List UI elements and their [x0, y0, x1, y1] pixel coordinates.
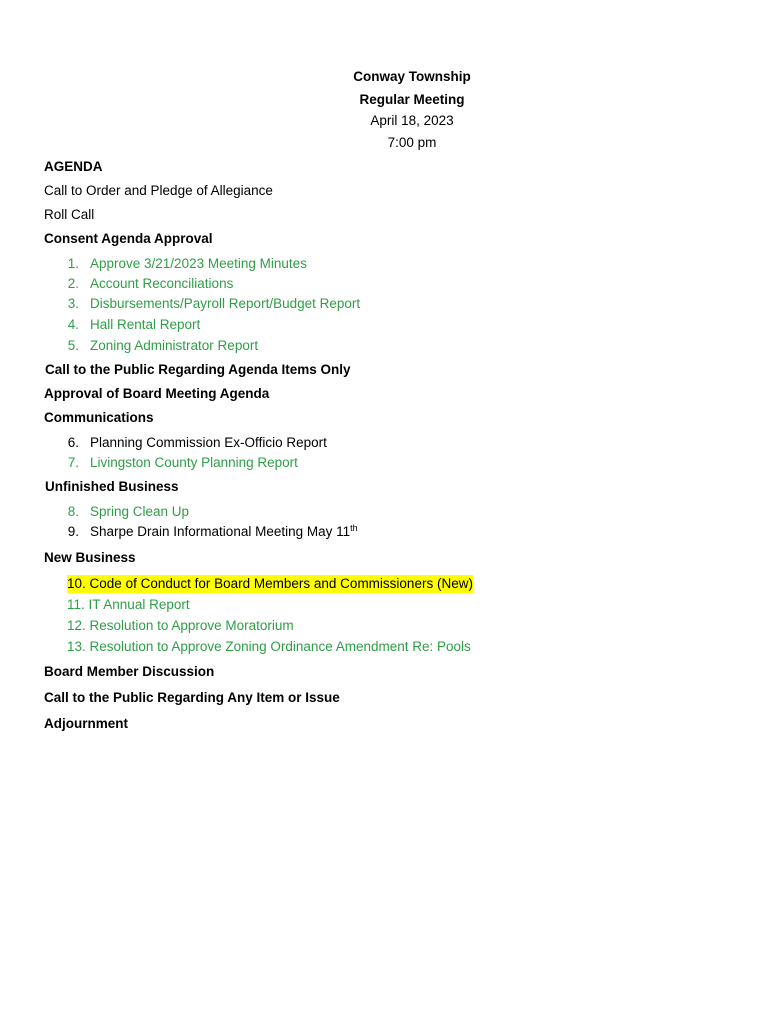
- item-number: 5.: [67, 338, 79, 353]
- public-call-agenda: Call to the Public Regarding Agenda Items Only: [45, 362, 351, 377]
- item-number: 2.: [67, 276, 79, 291]
- consent-agenda-heading: Consent Agenda Approval: [44, 231, 213, 246]
- item-line: [67, 619, 294, 633]
- item-label: Zoning Administrator Report: [90, 338, 259, 353]
- item-number: 6.: [67, 435, 79, 450]
- agenda-heading: AGENDA: [44, 159, 103, 174]
- item-label: Code of Conduct for Board Members and Commissioners (New): [89, 576, 473, 591]
- adjournment: Adjournment: [44, 716, 128, 731]
- public-call-any-item: Call to the Public Regarding Any Item or Issue: [44, 690, 340, 705]
- item-label: Account Reconciliations: [90, 276, 234, 291]
- approval-board-agenda: Approval of Board Meeting Agenda: [44, 386, 270, 401]
- roll-call: Roll Call: [44, 207, 95, 222]
- item-number: 3.: [67, 296, 79, 311]
- highlighted-item: [67, 575, 473, 593]
- item-label: Sharpe Drain Informational Meeting May 11: [90, 524, 351, 539]
- item-number: 7.: [67, 455, 79, 470]
- new-business-heading: New Business: [44, 550, 136, 565]
- item-number: 1.: [67, 256, 79, 271]
- item-label: Livingston County Planning Report: [90, 455, 298, 470]
- item-number: 8.: [67, 504, 79, 519]
- board-member-discussion: Board Member Discussion: [44, 664, 215, 679]
- unfinished-business-heading: Unfinished Business: [45, 479, 179, 494]
- item-label-container: [90, 525, 358, 539]
- township-name: Conway Township: [353, 69, 471, 84]
- meeting-type: Regular Meeting: [359, 92, 465, 107]
- item-label: Spring Clean Up: [90, 504, 190, 519]
- communications-heading: Communications: [44, 410, 154, 425]
- item-number: 9.: [67, 524, 79, 539]
- item-label: Resolution to Approve Moratorium: [89, 618, 294, 633]
- item-number: 10.: [67, 576, 86, 591]
- meeting-date: April 18, 2023: [370, 113, 454, 128]
- item-label: IT Annual Report: [88, 597, 190, 612]
- item-number: 4.: [67, 317, 79, 332]
- call-to-order: Call to Order and Pledge of Allegiance: [44, 183, 273, 198]
- item-label: Planning Commission Ex-Officio Report: [90, 435, 327, 450]
- meeting-time: 7:00 pm: [387, 135, 437, 150]
- item-label: Hall Rental Report: [90, 317, 201, 332]
- item-label: Resolution to Approve Zoning Ordinance Amendment Re: Pools: [89, 639, 471, 654]
- item-line: [67, 598, 190, 612]
- item-number: 11.: [67, 597, 85, 612]
- item-line: [67, 640, 471, 654]
- item-number: 12.: [67, 618, 86, 633]
- item-label: Disbursements/Payroll Report/Budget Report: [90, 296, 361, 311]
- item-number: 13.: [67, 639, 86, 654]
- item-superscript: th: [350, 523, 358, 533]
- item-label: Approve 3/21/2023 Meeting Minutes: [90, 256, 307, 271]
